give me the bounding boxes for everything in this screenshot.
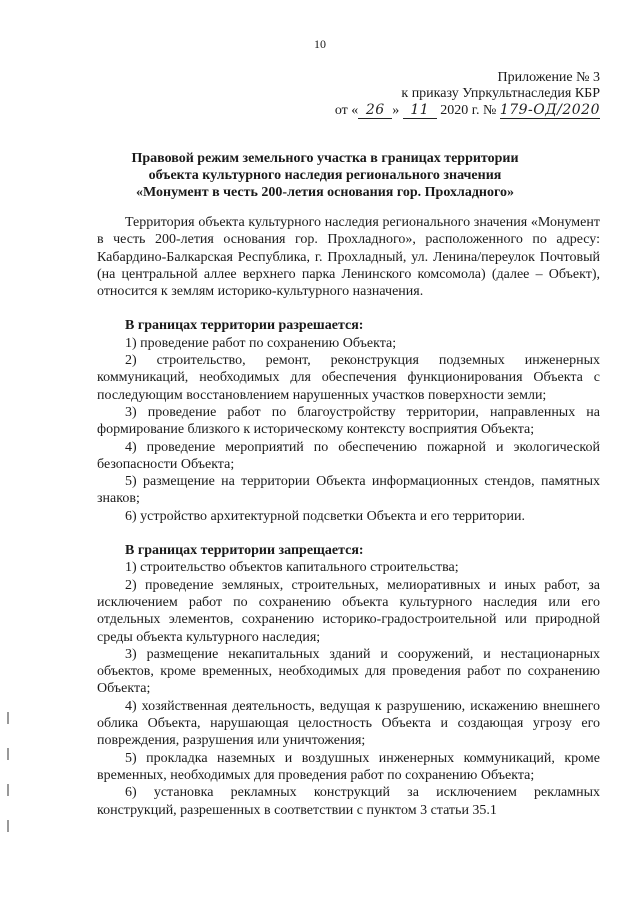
title-line-2: объекта культурного наследия регионального значения (148, 168, 502, 183)
allowed-item: 4) проведение мероприятий по обеспечению пожарной и экологической безопасности Объекта; (97, 439, 600, 472)
forbidden-item: 3) размещение некапитальных зданий и сооружений, и нестационарных объектов, кроме временных, необходимых для проведения работ по сохранению Объекта; (97, 646, 600, 697)
forbidden-item: 4) хозяйственная деятельность, ведущая к разрушению, искажению внешнего облика Объекта, нарушающая целостность Объекта и создающая угрозу его повреждения, разрушения или уничтожения; (97, 698, 600, 749)
scan-edge-marks (6, 712, 12, 862)
appendix-title: Приложение № 3 (497, 70, 600, 85)
allowed-item: 5) размещение на территории Объекта информационных стендов, памятных знаков; (97, 474, 600, 507)
document-body (97, 214, 600, 819)
appendix-date-line (335, 102, 600, 119)
scan-mark (7, 712, 9, 724)
forbidden-item: 5) прокладка наземных и воздушных инженерных коммуникаций, кроме временных, необходимых для проведения работ по сохранению Объекта; (97, 750, 600, 783)
forbidden-item: 1) строительство объектов капитального строительства; (125, 560, 459, 576)
date-year-number: 2020 г. № (440, 103, 497, 118)
title-line-3: «Монумент в честь 200-летия основания гор. Прохладного» (135, 185, 515, 200)
allowed-item: 3) проведение работ по благоустройству территории, направленных на формирование близкого к историческому контексту восприятия Объекта; (97, 404, 600, 438)
document-title (60, 150, 590, 201)
forbidden-item: 6) установка рекламных конструкций за исключением рекламных конструкций, разрешенных в соответствии с пунктом 3 статьи 35.1 (97, 785, 600, 818)
page-number: 10 (314, 37, 326, 51)
allowed-item: 6) устройство архитектурной подсветки Объекта и его территории. (125, 508, 525, 524)
appendix-order-ref: к приказу Упркультнаследия КБР (401, 86, 600, 101)
handwritten-day: 26 (358, 102, 392, 119)
appendix-header (335, 70, 600, 119)
handwritten-order-number: 179-ОД/2020 (499, 102, 600, 118)
allowed-item: 1) проведение работ по сохранению Объекта; (125, 335, 397, 351)
scan-mark (7, 784, 9, 796)
forbidden-item: 2) проведение земляных, строительных, мелиоративных и иных работ, за исключением работ по сохранению объекта культурного наследия или его отдельных элементов, сохранению историко-градостроительной или природной среды объекта культурного наследия; (97, 577, 600, 645)
forbidden-heading: В границах территории запрещается: (125, 543, 364, 559)
handwritten-month: 11 (403, 102, 437, 119)
date-quote-close: » (392, 103, 400, 118)
allowed-item: 2) строительство, ремонт, реконструкция подземных инженерных коммуникаций, необходимых для обеспечения функционирования Объекта с последующим восстановлением нарушенных участков поверхности земли; (97, 353, 600, 403)
title-line-1: Правовой режим земельного участка в границах территории (131, 151, 519, 166)
intro-paragraph: Территория объекта культурного наследия регионального значения «Монумент в честь 200-летия основания гор. Прохладного», расположенного по адресу: Кабардино-Балкарская Республика, г. Прохладный, ул. Ленина/переулок Почтовый (на центральной аллее верхнего парка Ленинского комсомола) (далее – Объект), относится к землям историко-культурного назначения. (97, 215, 600, 300)
scan-mark (7, 748, 9, 760)
date-prefix: от « (334, 103, 359, 118)
scan-mark (7, 820, 9, 832)
allowed-heading: В границах территории разрешается: (125, 318, 364, 334)
